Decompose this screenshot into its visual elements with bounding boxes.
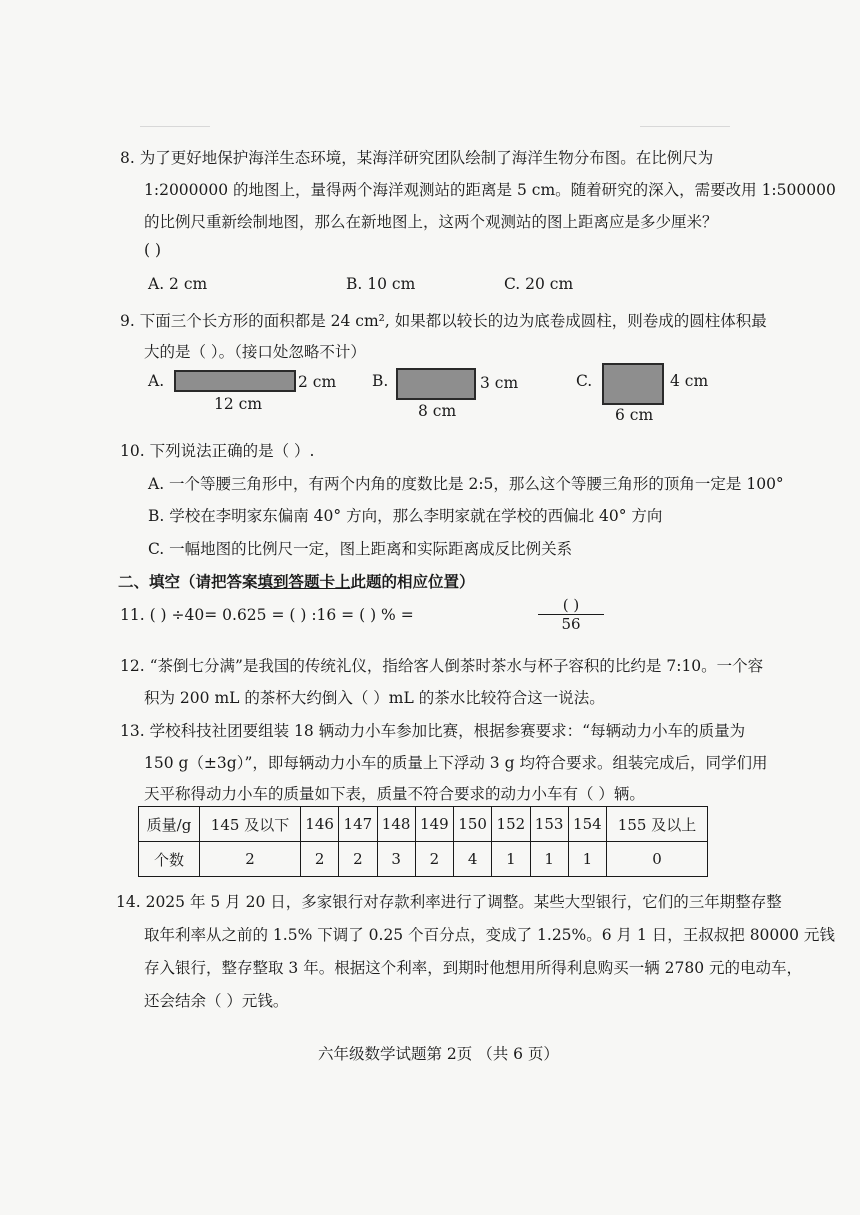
section2-prefix: 二、填空（请把答案 xyxy=(118,572,258,591)
table-header-cell: 146 xyxy=(301,807,339,842)
mass-table-header-row xyxy=(139,807,708,842)
q8-answer-blank: ( ) xyxy=(144,241,162,259)
table-header-cell: 145 及以下 xyxy=(200,807,301,842)
page-footer: 六年级数学试题第 2页 （共 6 页） xyxy=(318,1045,559,1063)
q9-figure-b-bottom: 8 cm xyxy=(418,402,457,420)
table-cell: 0 xyxy=(607,842,708,877)
mass-table-count-row xyxy=(139,842,708,877)
top-rule-right xyxy=(640,126,730,127)
q9-figure-a-side: 2 cm xyxy=(298,373,337,391)
q14-line4: 还会结余（ ）元钱。 xyxy=(144,992,289,1010)
q10-option-a: A. 一个等腰三角形中，有两个内角的度数比是 2:5，那么这个等腰三角形的顶角一定是 100° xyxy=(148,475,784,493)
q13-line3: 天平称得动力小车的质量如下表，质量不符合要求的动力小车有（ ）辆。 xyxy=(144,785,645,803)
table-header-cell: 148 xyxy=(377,807,415,842)
q9-figure-a-label: A. xyxy=(148,372,165,390)
q13-line1: 13. 学校科技社团要组装 18 辆动力小车参加比赛，根据参赛要求：“每辆动力小车的质量为 xyxy=(120,722,746,740)
q8-line3: 的比例尺重新绘制地图，那么在新地图上，这两个观测站的图上距离应是多少厘米？ xyxy=(144,213,718,231)
table-cell: 2 xyxy=(339,842,377,877)
section2-underlined: 填到答题卡上 xyxy=(257,572,351,591)
table-cell: 2 xyxy=(200,842,301,877)
q14-line2: 取年利率从之前的 1.5% 下调了 0.25 个百分点，变成了 1.25%。6 月 1 日，王叔叔把 80000 元钱 xyxy=(144,926,835,944)
q9-rectangle-c xyxy=(602,363,664,405)
q9-figure-b-label: B. xyxy=(372,372,389,390)
table-cell: 1 xyxy=(492,842,530,877)
q10-line1: 10. 下列说法正确的是（ ）. xyxy=(120,442,315,460)
q14-line3: 存入银行，整存整取 3 年。根据这个利率，到期时他想用所得利息购买一辆 2780 元的电动车， xyxy=(144,959,803,977)
q9-line2: 大的是（ ）。（接口处忽略不计） xyxy=(144,343,366,361)
q11-fraction-numerator: ( ) xyxy=(538,596,604,615)
q8-option-a: A. 2 cm xyxy=(148,275,208,293)
table-cell: 2 xyxy=(415,842,453,877)
q13-line2: 150 g（±3g）”，即每辆动力小车的质量上下浮动 3 g 均符合要求。组装完成后，同学们用 xyxy=(144,754,768,772)
table-cell: 3 xyxy=(377,842,415,877)
table-header-cell: 153 xyxy=(530,807,568,842)
table-header-cell: 152 xyxy=(492,807,530,842)
q11-fraction xyxy=(538,596,604,633)
q11-fraction-denominator: 56 xyxy=(561,615,581,633)
q10-option-b: B. 学校在李明家东偏南 40° 方向，那么李明家就在学校的西偏北 40° 方向 xyxy=(148,507,663,525)
q9-figure-a-bottom: 12 cm xyxy=(214,395,263,413)
section2-heading xyxy=(118,570,475,592)
table-header-cell: 154 xyxy=(568,807,606,842)
top-rule-left xyxy=(140,126,210,127)
q9-figure-c-side: 4 cm xyxy=(670,372,709,390)
table-cell: 1 xyxy=(568,842,606,877)
q8-option-b: B. 10 cm xyxy=(346,275,416,293)
table-cell: 1 xyxy=(530,842,568,877)
q9-rectangle-a xyxy=(174,370,296,392)
q12-line1: 12. “茶倒七分满”是我国的传统礼仪，指给客人倒茶时茶水与杯子容积的比约是 7:10。一个容 xyxy=(120,657,764,675)
table-cell: 4 xyxy=(454,842,492,877)
q9-figure-c-label: C. xyxy=(576,372,593,390)
mass-table xyxy=(138,806,708,877)
q8-line2: 1:2000000 的地图上，量得两个海洋观测站的距离是 5 cm。随着研究的深入，需要改用 1:500000 xyxy=(144,181,836,199)
q11-text: 11. ( ) ÷40= 0.625 = ( ) :16 = ( ) % = xyxy=(120,606,414,624)
table-cell: 个数 xyxy=(139,842,200,877)
q8-line1: 8. 为了更好地保护海洋生态环境，某海洋研究团队绘制了海洋生物分布图。在比例尺为 xyxy=(120,149,714,167)
q12-line2: 积为 200 mL 的茶杯大约倒入（ ）mL 的茶水比较符合这一说法。 xyxy=(144,689,605,707)
q9-figure-c-bottom: 6 cm xyxy=(615,406,654,424)
q10-option-c: C. 一幅地图的比例尺一定，图上距离和实际距离成反比例关系 xyxy=(148,540,573,558)
table-header-cell: 149 xyxy=(415,807,453,842)
table-header-cell: 质量/g xyxy=(139,807,200,842)
section2-suffix: 此题的相应位置） xyxy=(350,572,475,591)
table-header-cell: 147 xyxy=(339,807,377,842)
q9-line1: 9. 下面三个长方形的面积都是 24 cm², 如果都以较长的边为底卷成圆柱，则卷成的圆柱体积最 xyxy=(120,312,767,330)
table-cell: 2 xyxy=(301,842,339,877)
q14-line1: 14. 2025 年 5 月 20 日，多家银行对存款利率进行了调整。某些大型银行，它们的三年期整存整 xyxy=(116,893,782,911)
q9-figure-b-side: 3 cm xyxy=(480,374,519,392)
table-header-cell: 155 及以上 xyxy=(607,807,708,842)
q9-rectangle-b xyxy=(396,368,476,400)
q8-option-c: C. 20 cm xyxy=(504,275,574,293)
table-header-cell: 150 xyxy=(454,807,492,842)
